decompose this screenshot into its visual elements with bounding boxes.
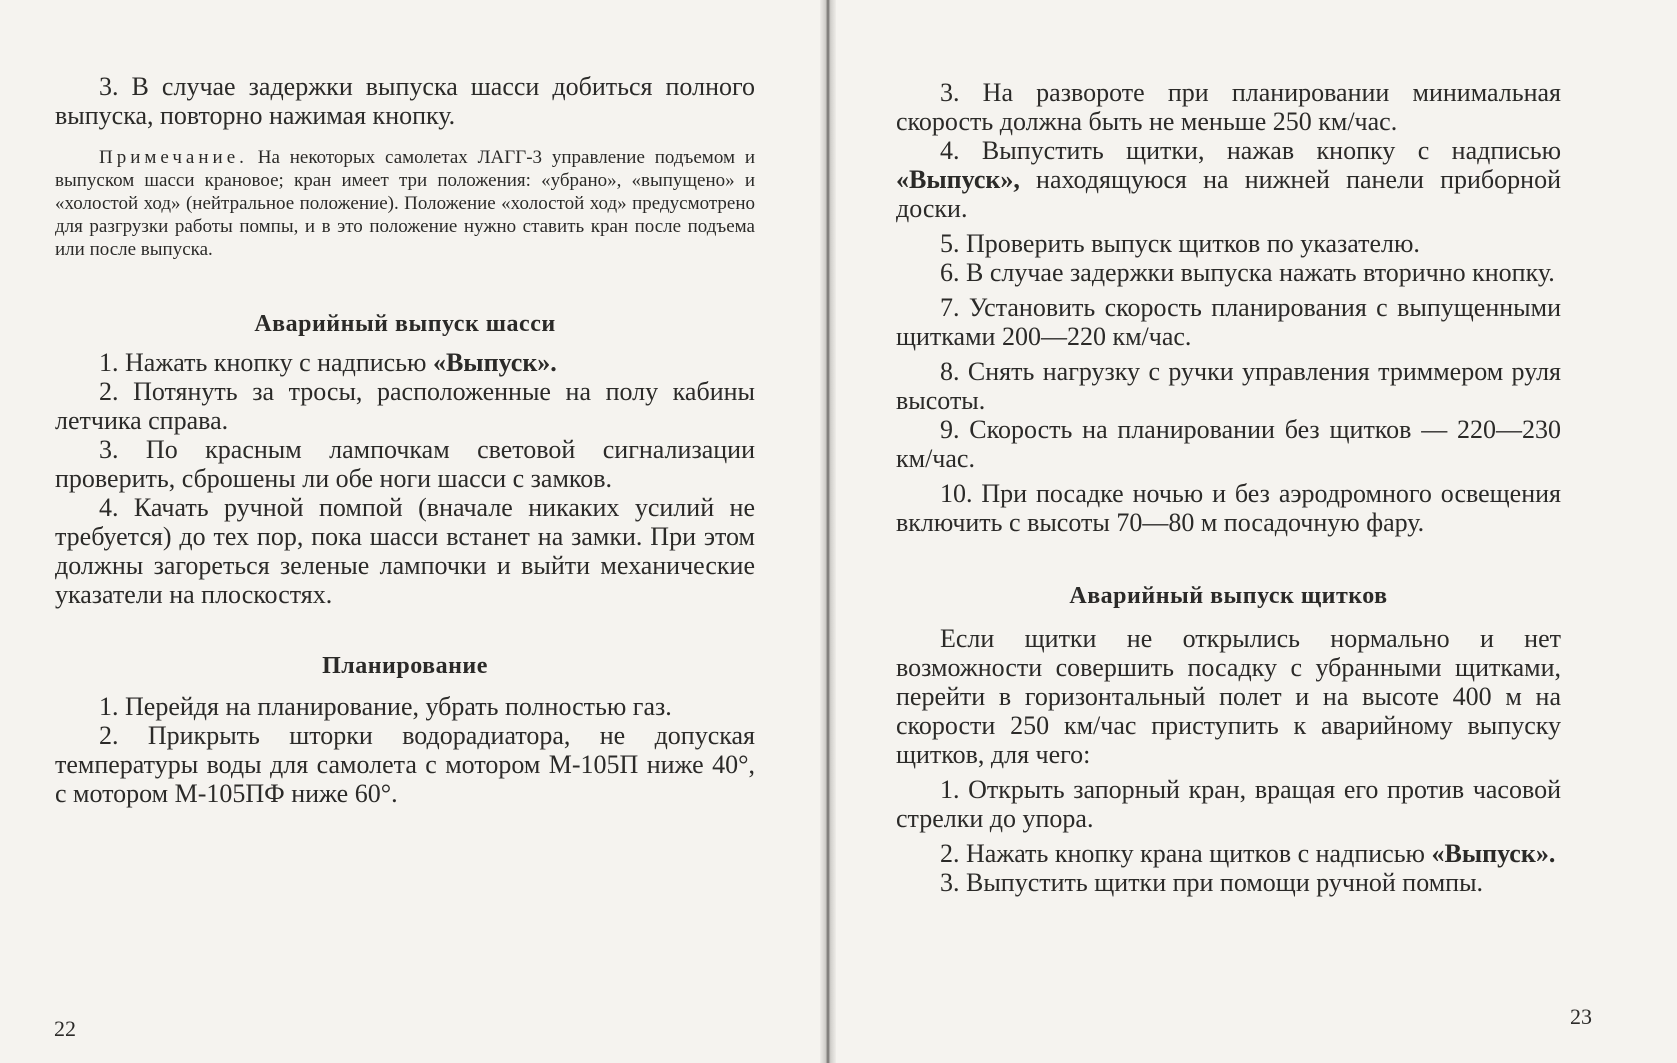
gear-step-2: 2. Потянуть за тросы, расположенные на полу кабины летчика справа. <box>55 377 755 435</box>
gliding-step-7: 7. Установить скорость планирования с выпущенными щитками 200—220 км/час. <box>896 293 1561 351</box>
note-label: Примечание. <box>99 147 248 168</box>
note <box>55 146 755 261</box>
heading-gliding: Планирование <box>322 653 488 679</box>
right-page <box>836 0 1677 1063</box>
heading-emergency-flaps-release: Аварийный выпуск щитков <box>1069 583 1388 609</box>
gliding-step-9: 9. Скорость на планировании без щитков — 220—230 км/час. <box>896 415 1561 473</box>
gear-step-3: 3. По красным лампочкам световой сигнализации проверить, сброшены ли обе ноги шасси с замков. <box>55 435 755 493</box>
gear-step-1 <box>55 348 755 377</box>
gear-step-1-button-label: «Выпуск». <box>432 348 557 377</box>
flaps-intro: Если щитки не открылись нормально и нет возможности совершить посадку с убранными щитками, перейти в горизонтальный полет и на высоте 400 м на скорости 250 км/час приступить к аварийному выпуску щитков, для чего: <box>896 624 1561 769</box>
gliding-step-4-rest: находящуюся на нижней панели приборной доски. <box>896 165 1561 223</box>
note-text: На некоторых самолетах ЛАГГ-3 управление подъемом и выпуском шасси крановое; кран имеет три положения: «убрано», «выпущено» и «холостой ход» (нейтральное положение). Положение «холостой ход» предусмотрено для разгрузки работы помпы, и в это положение нужно ставить кран после подъема или после выпуска. <box>55 147 755 260</box>
gliding-step-10: 10. При посадке ночью и без аэродромного освещения включить с высоты 70—80 м посадочную фару. <box>896 479 1561 537</box>
gliding-step-3: 3. На развороте при планировании минимальная скорость должна быть не меньше 250 км/час. <box>896 78 1561 136</box>
flaps-step-3: 3. Выпустить щитки при помощи ручной помпы. <box>940 868 1484 897</box>
page-number-left: 22 <box>54 1016 76 1041</box>
flaps-step-1: 1. Открыть запорный кран, вращая его против часовой стрелки до упора. <box>896 775 1561 833</box>
gliding-step-8: 8. Снять нагрузку с ручки управления триммером руля высоты. <box>896 357 1561 415</box>
gliding-step-4-text: 4. Выпустить щитки, нажав кнопку с надписью <box>940 136 1561 165</box>
gliding-step-2: 2. Прикрыть шторки водорадиатора, не допуская температуры воды для самолета с мотором М-105П ниже 40°, с мотором М-105ПФ ниже 60°. <box>55 721 755 808</box>
gear-step-4: 4. Качать ручной помпой (вначале никаких усилий не требуется) до тех пор, пока шасси встанет на замки. При этом должны загореться зеленые лампочки и выйти механические указатели на плоскостях. <box>55 493 755 609</box>
right-page-text <box>896 78 1561 897</box>
left-page-text <box>55 72 755 808</box>
flaps-step-2-button-label: «Выпуск». <box>1431 839 1556 868</box>
flaps-step-2-text: 2. Нажать кнопку крана щитков с надписью <box>940 839 1432 868</box>
gliding-step-6: 6. В случае задержки выпуска нажать вторично кнопку. <box>940 258 1555 287</box>
paragraph-item-3: 3. В случае задержки выпуска шасси добиться полного выпуска, повторно нажимая кнопку. <box>55 72 755 130</box>
gliding-step-4 <box>896 136 1561 223</box>
flaps-step-2 <box>896 839 1561 868</box>
left-page <box>0 0 820 1063</box>
page-number-right: 23 <box>1570 1004 1592 1029</box>
gliding-step-5: 5. Проверить выпуск щитков по указателю. <box>940 229 1420 258</box>
gear-step-1-text: 1. Нажать кнопку с надписью <box>99 348 433 377</box>
book-gutter <box>820 0 836 1063</box>
gliding-step-1: 1. Перейдя на планирование, убрать полностью газ. <box>99 692 672 721</box>
gliding-step-4-button-label: «Выпуск», <box>896 165 1020 194</box>
heading-emergency-gear-release: Аварийный выпуск шасси <box>254 311 556 337</box>
